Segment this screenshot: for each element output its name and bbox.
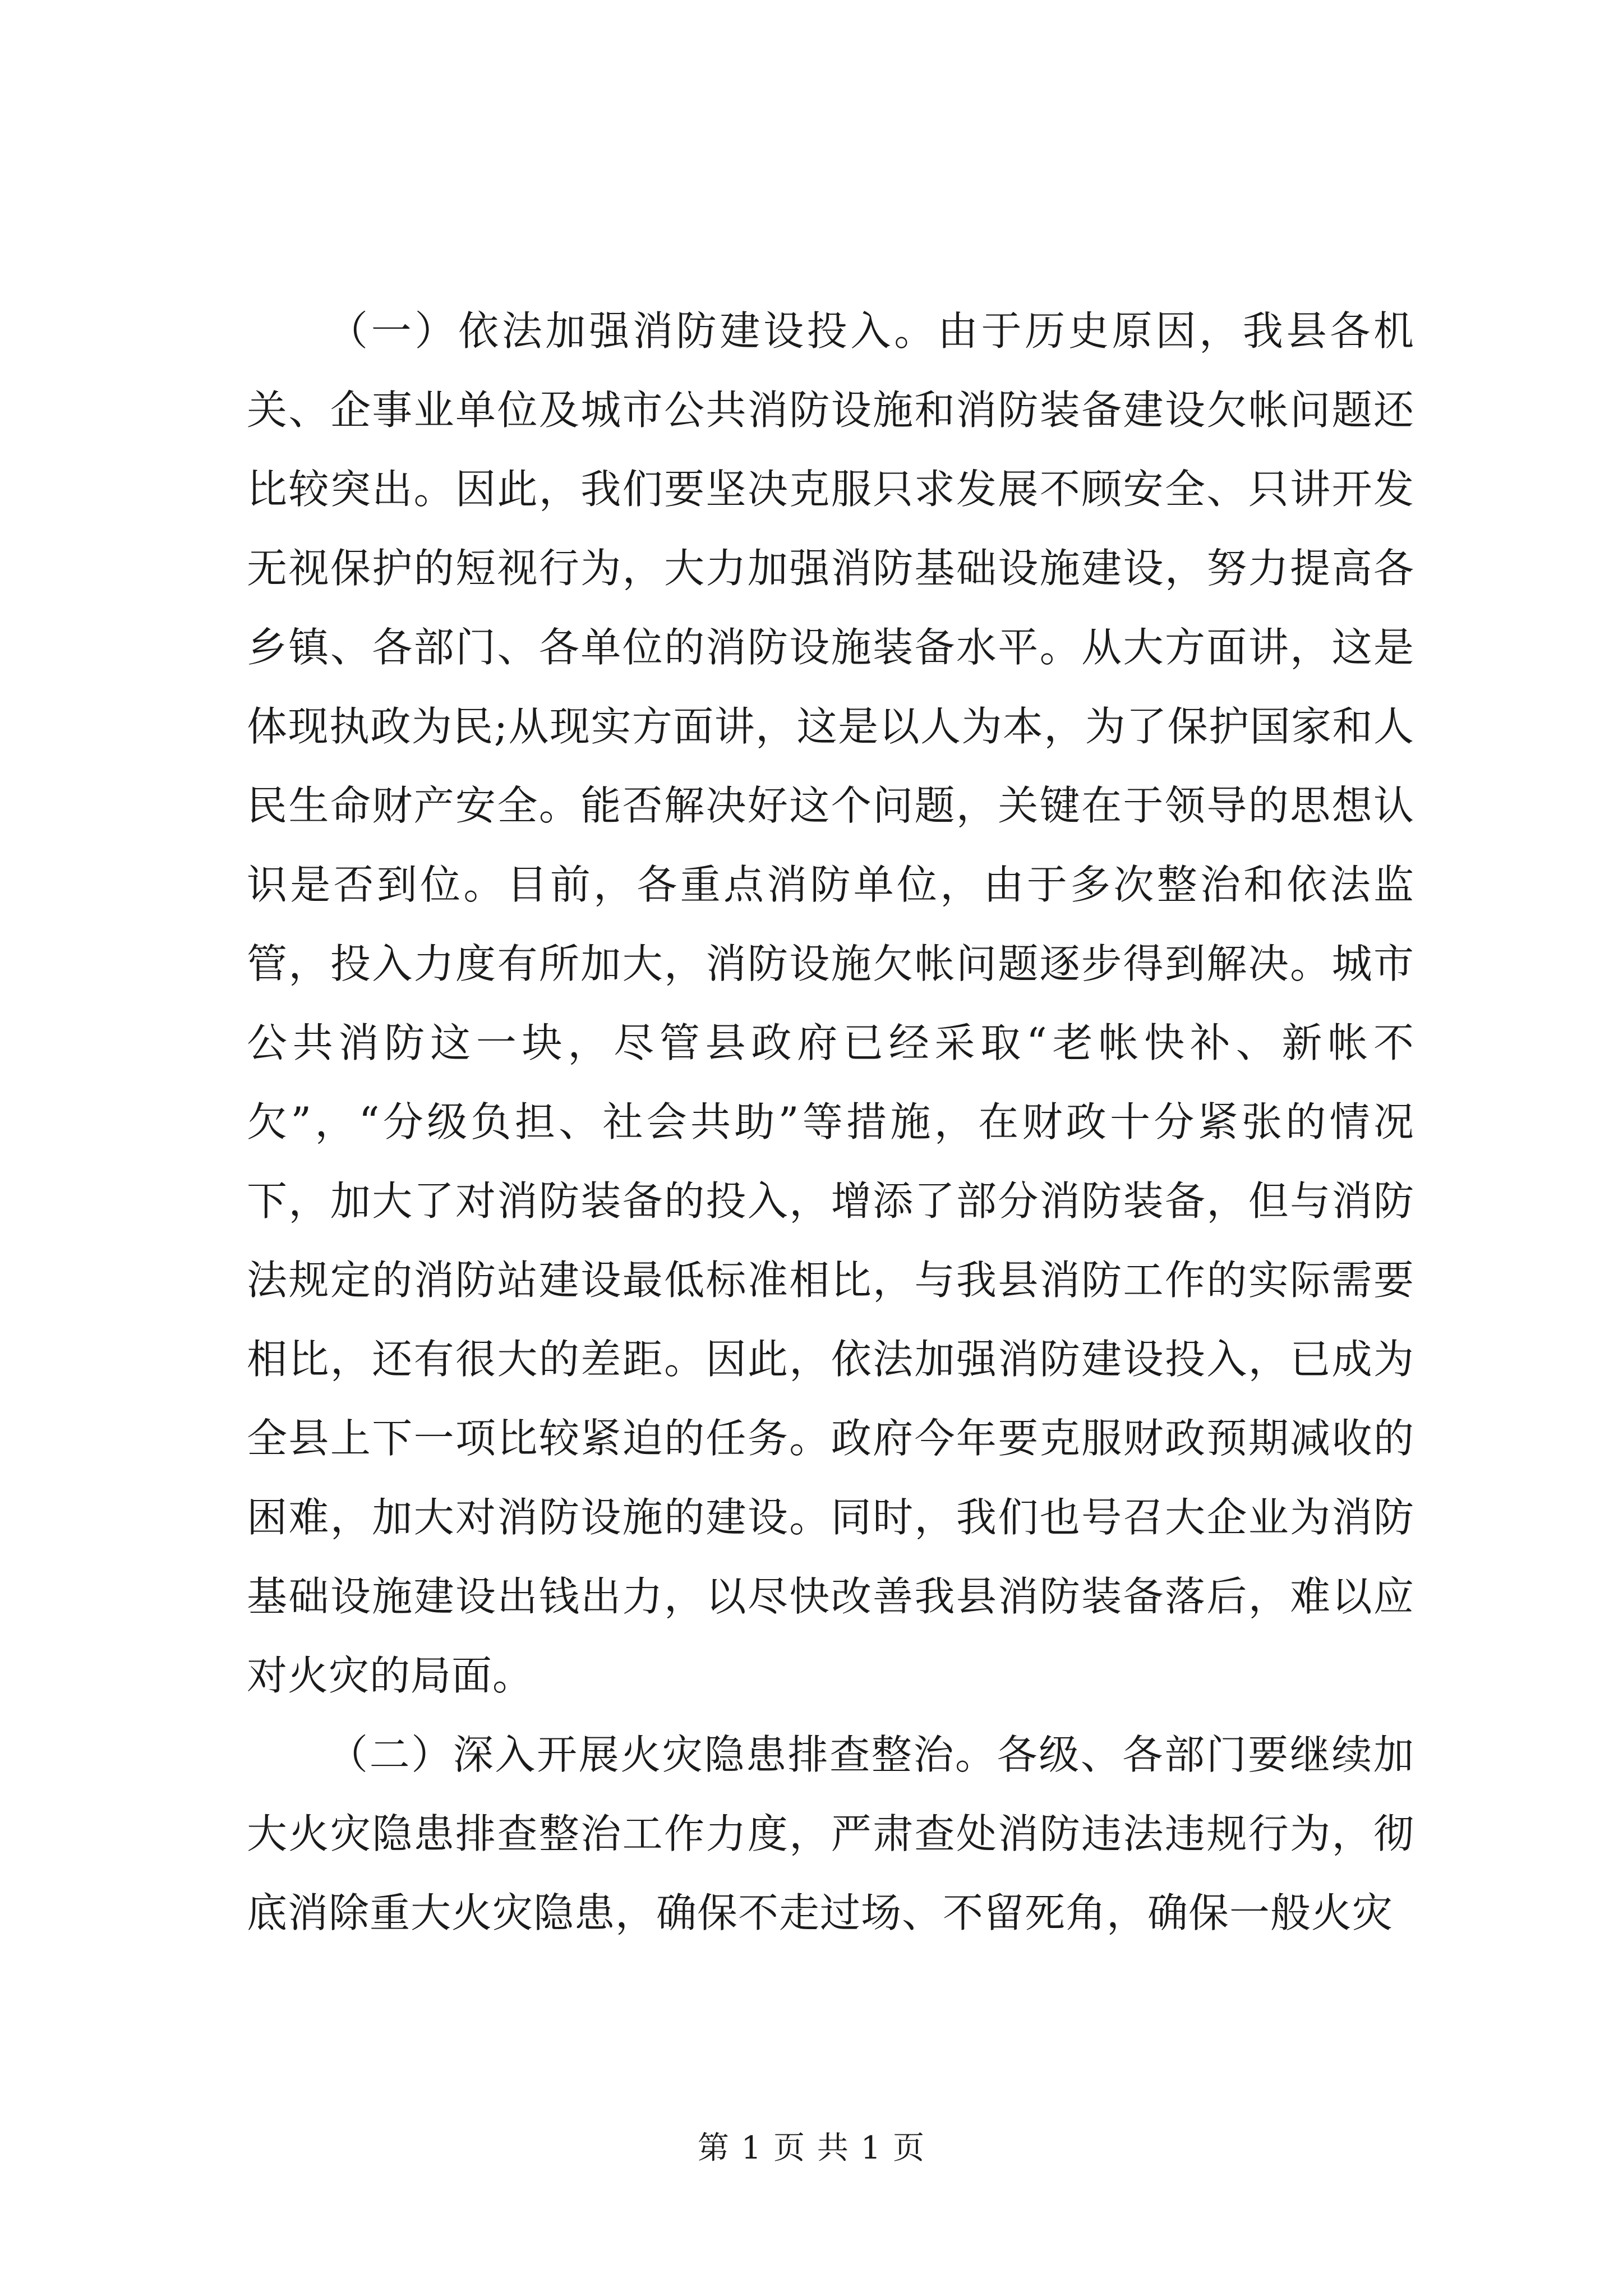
paragraph-2: （二）深入开展火灾隐患排查整治。各级、各部门要继续加大火灾隐患排查整治工作力度，严肃查处消防违法违规行为，彻底消除重大火灾隐患，确保不走过场、不留死角，确保一般火灾 — [247, 1731, 1414, 1936]
document-body — [247, 292, 1414, 1953]
page-number-footer: 第 1 页 共 1 页 — [697, 2130, 926, 2166]
paragraph-1: （一）依法加强消防建设投入。由于历史原因，我县各机关、企事业单位及城市公共消防设施和消防装备建设欠帐问题还比较突出。因此，我们要坚决克服只求发展不顾安全、只讲开发无视保护的短视行为，大力加强消防基础设施建设，努力提高各乡镇、各部门、各单位的消防设施装备水平。从大方面讲，这是体现执政为民;从现实方面讲，这是以人为本，为了保护国家和人民生命财产安全。能否解决好这个问题，关键在于领导的思想认识是否到位。目前，各重点消防单位，由于多次整治和依法监管，投入力度有所加大，消防设施欠帐问题逐步得到解决。城市公共消防这一块，尽管县政府已经采取“老帐快补、新帐不欠”，“分级负担、社会共助”等措施，在财政十分紧张的情况下，加大了对消防装备的投入，增添了部分消防装备，但与消防法规定的消防站建设最低标准相比，与我县消防工作的实际需要相比，还有很大的差距。因此，依法加强消防建设投入，已成为全县上下一项比较紧迫的任务。政府今年要克服财政预期减收的困难，加大对消防设施的建设。同时，我们也号召大企业为消防基础设施建设出钱出力，以尽快改善我县消防装备落后，难以应对火灾的局面。 — [247, 307, 1414, 1699]
